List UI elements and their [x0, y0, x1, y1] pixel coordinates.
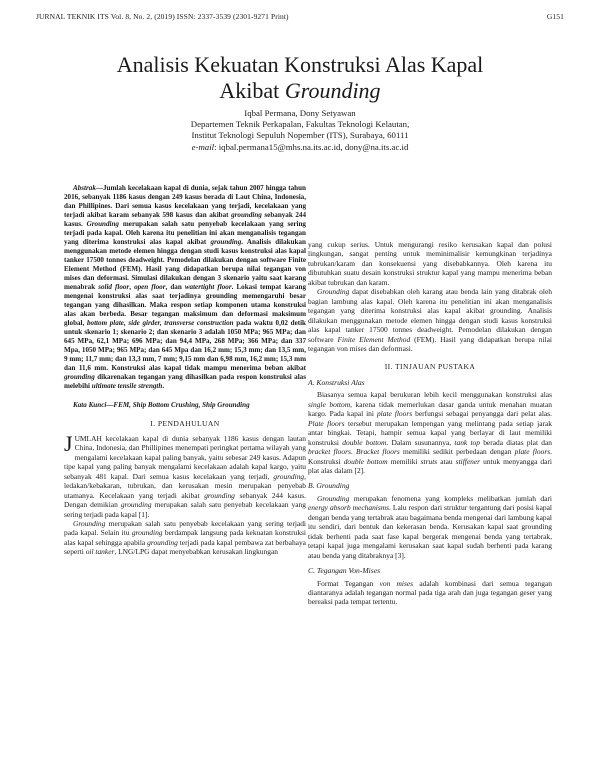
intro-paragraph-3: Grounding dapat disebabkan oleh karang atau benda lain yang ditabrak oleh bagian lambung alas kapal. Oleh karena itu penelitian ini akan menganalisis tegangan yang diterima konstruksi alas kapal akibat grounding. Analisis dilakukan menggunakan metode elemen hingga dengan studi kasus konstruksi alas kapal tanker 17500 tonnes deadweight. Pemodelan dilakukan dengan software Finite Element Method (FEM). Hasil yang didapatkan berupa nilai tegangan von mises dan deformasi. [308, 287, 552, 353]
intro-continuation: yang cukup serius. Untuk mengurangi resiko kerusakan kapal dan polusi lingkungan, sangat penting untuk meminimalisir kemungkinan terjadinya tubrukan/karam dan konsekuensi yang disebabkannya. Oleh karena itu dibutuhkan suatu desain konstruksi struktur kapal yang mampu menerima beban akibat tubrukan dan karam. [308, 240, 552, 287]
grounding-paragraph: Grounding merupakan fenomena yang kompleks melibatkan jumlah dari energy absorb mechanisms. Lalu respon dari struktur tergantung dari posisi kapal dengan benda yang tertabrak atau bagaimana benda mengenai dari lambung kapal itu sendiri, dari bentuk dan kekerasan benda. Kerusakan kapal saat grounding tidak berhenti pada saat fase kapal bergerak mengenai benda yang tertabrak, tetapi kapal juga mengalami kerusakan saat kapal sudah berhenti pada karang atau benda yang ditabraknya [3]. [308, 493, 553, 560]
paper-title [36, 52, 564, 104]
page-number: G151 [546, 12, 564, 21]
email-line: e-mail: iqbal.permana15@mhs.na.its.ac.id, dony@na.its.ac.id [191, 141, 409, 152]
intro-paragraph-2: Grounding merupakan salah satu penyebab kecelakaan yang sering terjadi pada kapal. Selain itu grounding berdampak langsung pada kekuatan konstruksi alas kapal sehingga apabila grounding terjadi pada kapal pembawa zat berbahaya seperti oil tanker, LNG/LPG dapat menyebabkan kerusakan lingkungan [64, 518, 306, 557]
von-mises-paragraph: Format Tegangan von mises adalah kombinasi dari semua tegangan diantaranya adalah tegangan normal pada tiga arah dan juga tegangan geser yang bereaksi pada tempat tertentu. [308, 578, 552, 607]
keywords: Kata Kunci—FEM, Ship Bottom Crushing, Ship Grounding [73, 401, 250, 409]
title-line-1: Analisis Kekuatan Konstruksi Alas Kapal [116, 52, 484, 77]
section-heading-tinjauan: II. TINJAUAN PUSTAKA [384, 362, 476, 372]
intro-paragraph-1: JUMLAH kecelakaan kapal di dunia sebanyak 1186 kasus dengan lautan China, Indonesia, dan Phillipines menempati peringkat pertama wilayah yang mengalami kecelakaan kapal paling banyak, yaitu sebesar 249 kasus. Adapun tipe kapal yang paling banyak mengalami kecelakaan adalah kapal kargo, yaitu sebanyak 481 kapal. Dari semua kasus kecelakaan yang terjadi, grounding, ledakan/kebakaran, tubrukan, dan kerusakan mesin merupakan penyebab utamanya. Kecelakaan yang terjadi akibat grounding sebanyak 244 kasus. Dengan demikian grounding merupakan salah satu penyebab kecelakaan yang sering terjadi pada kapal [1]. [64, 430, 306, 519]
institute: Institut Teknologi Sepuluh Nopember (ITS), Surabaya, 60111 [191, 130, 409, 141]
department: Departemen Teknik Perkapalan, Fakultas Teknologi Kelautan, [190, 119, 410, 130]
author-block [36, 108, 564, 153]
section-heading-pendahuluan: I. PENDAHULUAN [150, 419, 220, 429]
drop-cap: J [64, 430, 73, 456]
abstract: Abstrak—Jumlah kecelakaan kapal di dunia, sejak tahun 2007 hingga tahun 2016, sebanyak 1186 kasus dengan 249 kasus berada di Laut China, Indonesia, dan Phillipines. Dari semua kasus kecelakaan yang terjadi, kecelakaan yang terjadi akibat karam sebanyak 598 kasus dan akibat grounding sebanyak 244 kasus. Grounding merupakan salah satu penyebab kecelakaan yang sering terjadi pada kapal. Oleh karena itu penelitian ini akan menganalisis tegangan yang diterima konstruksi alas kapal akibat grounding. Analisis dilakukan menggunakan metode elemen hingga dengan studi kasus konstruksi alas kapal tanker 17500 tonnes deadweight. Pemodelan dilakukan dengan software Finite Element Method (FEM). Hasil yang didapatkan berupa nilai tegangan von mises dan deformasi. Simulasi dilakukan dengan 3 skenario yaitu saat karang menabrak solid floor, open floor, dan watertight floor. Lokasi tempat karang mengenai konstruksi alas saat terjadinya grounding memengaruhi besar tegangan yang dihasilkan. Maka respon setiap komponen utama konstruksi alas akan berbeda. Besar tegangan maksimum dan deformasi maksimum global, bottom plate, side girder, transverse construction pada waktu 0,02 detik untuk skenario 1; skenario 2; dan skenario 3 adalah 1050 MPa; 965 MPa; dan 645 MPa, 62,1 MPa; 696 MPa; dan 94,4 MPa, 268 MPa; 366 MPa; dan 337 Mpa, 1050 MPa; 965 MPa; dan 645 Mpa dan 16,2 mm; 15,3 mm; dan 13,5 mm, 9 mm; 11,7 mm; dan 13,3 mm, 7 mm; 9,15 mm dan 6,98 mm, 16,2 mm; 15,3 mm dan 11,6 mm. Konstruksi alas kapal tidak mampu menerima beban akibat grounding dikarenakan tegangan yang dihasilkan pada respon konstruksi alas melebihi ultimate tensile strength. [64, 184, 306, 390]
title-line-2: Akibat Grounding [219, 78, 381, 103]
subsection-konstruksi-alas: A. Konstruksi Alas [308, 377, 365, 387]
author-names: Iqbal Permana, Dony Setyawan [244, 108, 356, 118]
journal-info: JURNAL TEKNIK ITS Vol. 8, No. 2, (2019) ISSN: 2337-3539 (2301-9271 Print) [36, 12, 289, 21]
konstruksi-alas-paragraph: Biasanya semua kapal berukuran lebih kecil menggunakan konstruksi alas single bottom, karena tidak memerlukan dasar ganda untuk menahan muatan kargo. Pada kapal ini plate floors berfungsi sebagai penyangga dari pelat alas. Plate floors tersebut merupakan lempengan yang melintang pada setiap jarak antar bingkai. Tetapi, hampir semua kapal yang berlayar di laut memiliki konstruksi double bottom. Dalam susunannya, tank top berada diatas plat dan bracket floors. Bracket floors memiliki sedikit perbedaan dengan plate floors. Konstruksi double bottom memiliki struts atau stiffener untuk menyangga dari plat alas dalam [2]. [308, 390, 553, 475]
subsection-von-mises: C. Tegangan Von-Mises [308, 566, 381, 576]
right-column [308, 240, 552, 607]
left-column [64, 184, 306, 557]
subsection-grounding: B. Grounding [308, 481, 350, 491]
